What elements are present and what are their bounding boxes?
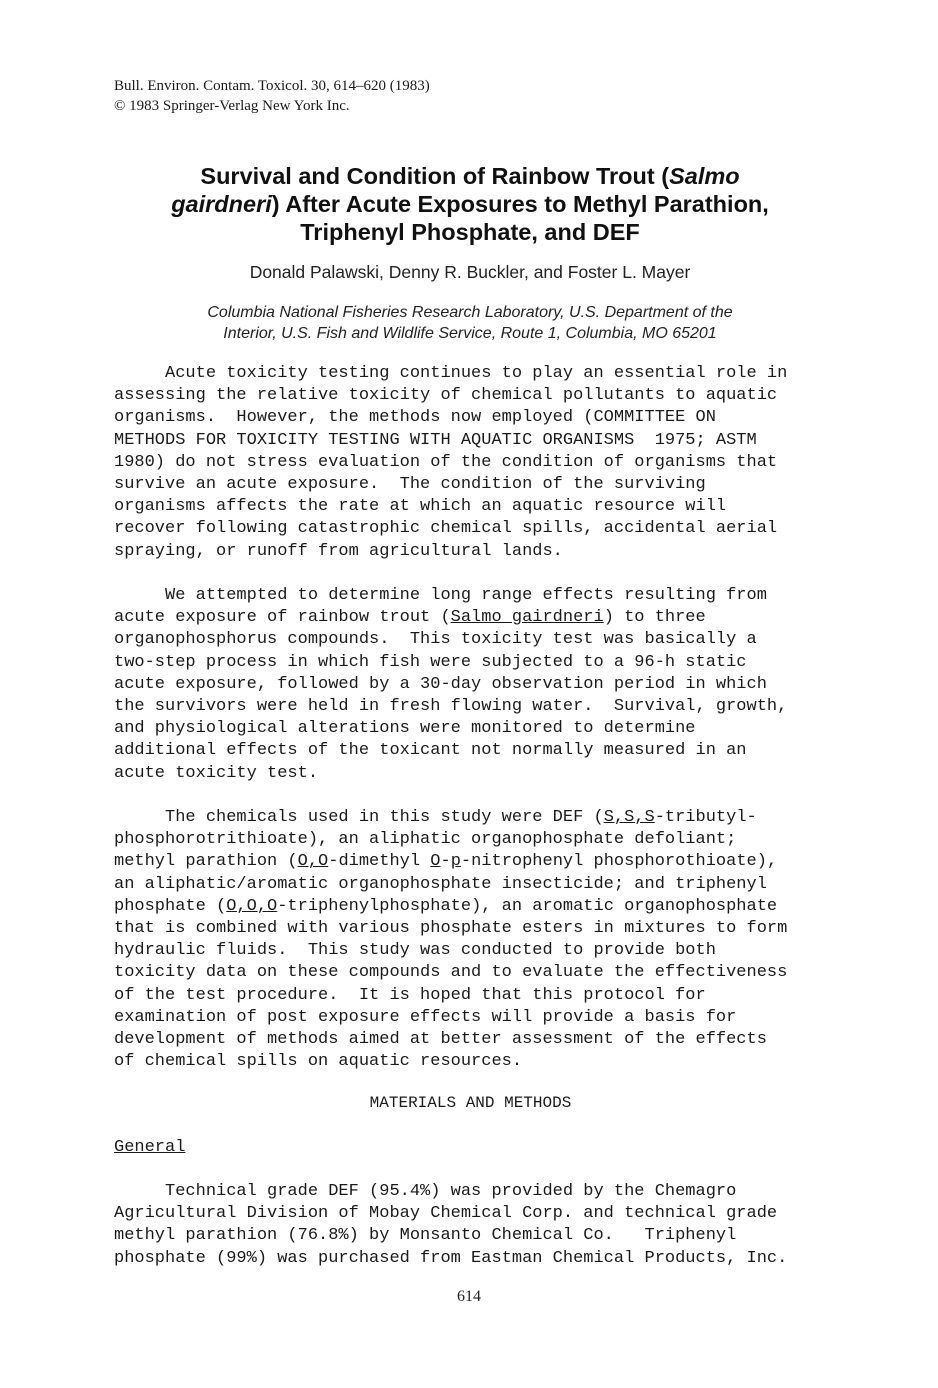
text-span: phosphate ( (114, 896, 227, 916)
paragraph-objective (114, 585, 787, 785)
text-line: methyl parathion (76.8%) by Monsanto Chemical Co. Triphenyl (114, 1226, 737, 1246)
text-line: spraying, or runoff from agricultural lands. (114, 541, 563, 561)
species-name-underlined: Salmo gairdneri (450, 608, 604, 628)
text-line (114, 607, 787, 629)
paragraph-general (114, 1181, 787, 1270)
author-list: Donald Palawski, Denny R. Buckler, and Foster L. Mayer (249, 262, 691, 282)
page-number: 614 (457, 1288, 481, 1305)
title-italic-genus: Salmo (669, 163, 740, 189)
text-line: Agricultural Division of Mobay Chemical Corp. and technical grade (114, 1204, 778, 1224)
text-line: and physiological alterations were monitored to determine (114, 719, 696, 739)
text-line: assessing the relative toxicity of chemical pollutants to aquatic (114, 386, 778, 406)
text-line: Technical grade DEF (95.4%) was provided by the Chemagro (114, 1182, 737, 1201)
title-line-1 (100, 162, 840, 190)
affiliation-line-2: Interior, U.S. Fish and Wildlife Service, Route 1, Columbia, MO 65201 (223, 325, 717, 342)
text-span: methyl parathion ( (114, 852, 298, 872)
affiliation (100, 302, 840, 344)
text-line (114, 896, 787, 918)
text-line: examination of post exposure effects will provide a basis for (114, 1007, 737, 1027)
text-line: acute exposure, followed by a 30-day observation period in which (114, 674, 767, 694)
text-line: We attempted to determine long range effects resulting from (114, 586, 767, 605)
text-line: the survivors were held in fresh flowing water. Survival, growth, (114, 696, 788, 716)
text-line: phosphate (99%) was purchased from Eastman Chemical Products, Inc. (114, 1248, 788, 1268)
copyright-line: © 1983 Springer-Verlag New York Inc. (114, 98, 350, 114)
journal-citation: Bull. Environ. Contam. Toxicol. 30, 614–620 (1983) (114, 78, 430, 94)
text-span: - (440, 852, 451, 872)
text-span: ) to three (603, 608, 706, 628)
text-line: organophosphorus compounds. This toxicity test was basically a (114, 630, 757, 650)
affiliation-line-1: Columbia National Fisheries Research Laboratory, U.S. Department of the (207, 304, 733, 321)
text-span: acute exposure of rainbow trout ( (114, 608, 451, 628)
prefix-underlined: O,O,O (226, 896, 278, 916)
text-span: The chemicals used in this study were DEF ( (114, 808, 604, 827)
text-line: METHODS FOR TOXICITY TESTING WITH AQUATIC ORGANISMS 1975; ASTM (114, 430, 757, 450)
title-text: ) After Acute Exposures to Methyl Parathion, (271, 191, 769, 217)
section-heading: MATERIALS AND METHODS (369, 1094, 572, 1112)
text-line: of chemical spills on aquatic resources. (114, 1052, 523, 1072)
text-line: survive an acute exposure. The condition of the surviving (114, 474, 706, 494)
text-line: recover following catastrophic chemical spills, accidental aerial (114, 519, 778, 539)
text-line: acute toxicity test. (114, 763, 319, 783)
text-line: an aliphatic/aromatic organophosphate insecticide; and triphenyl (114, 874, 767, 894)
prefix-underlined: S,S,S (603, 808, 655, 827)
text-line: development of methods aimed at better assessment of the effects (114, 1029, 767, 1049)
title-italic-species: gairdneri (171, 191, 272, 217)
text-line (114, 851, 787, 873)
text-line: hydraulic fluids. This study was conducted to provide both (114, 941, 716, 961)
article-title (100, 162, 840, 246)
prefix-underlined: O (430, 852, 441, 872)
text-span: -nitrophenyl phosphorothioate), (460, 852, 778, 872)
text-span: -tributyl- (654, 808, 757, 827)
text-line: of the test procedure. It is hoped that this protocol for (114, 985, 706, 1005)
paragraph-chemicals (114, 807, 787, 1073)
text-line: additional effects of the toxicant not normally measured in an (114, 741, 747, 761)
text-line: organisms. However, the methods now employed (COMMITTEE ON (114, 408, 716, 428)
text-span: -dimethyl (328, 852, 431, 872)
prefix-underlined: O,O (297, 852, 329, 872)
title-line-2 (100, 190, 840, 218)
text-span: -triphenylphosphate), an aromatic organophosphate (277, 896, 778, 916)
prefix-underlined: p (450, 852, 461, 872)
text-line: Acute toxicity testing continues to play an essential role in (114, 364, 788, 383)
text-line: two-step process in which fish were subjected to a 96-h static (114, 652, 747, 672)
subsection-heading: General (114, 1138, 186, 1157)
text-line: that is combined with various phosphate esters in mixtures to form (114, 918, 788, 938)
title-text: Survival and Condition of Rainbow Trout ( (200, 163, 670, 189)
text-line: phosphorotrithioate), an aliphatic organophosphate defoliant; (114, 830, 737, 850)
text-line: toxicity data on these compounds and to evaluate the effectiveness (114, 963, 788, 983)
paragraph-intro (114, 363, 787, 563)
citation-header (114, 76, 430, 116)
text-line (114, 807, 787, 829)
text-line: 1980) do not stress evaluation of the condition of organisms that (114, 452, 778, 472)
title-line-3: Triphenyl Phosphate, and DEF (300, 219, 640, 245)
text-line: organisms affects the rate at which an aquatic resource will (114, 497, 727, 517)
